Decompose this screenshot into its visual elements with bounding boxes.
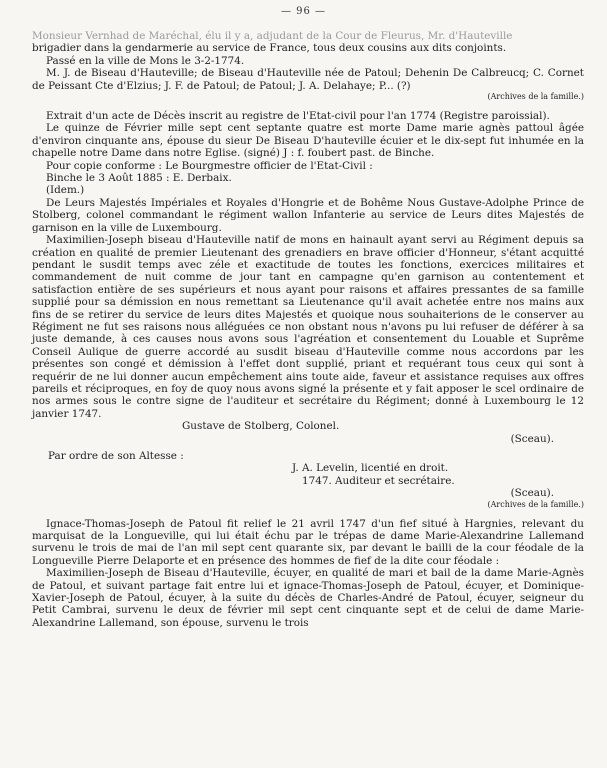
paragraph-signatures: M. J. de Biseau d'Hauteville; de Biseau d'Hauteville née de Patoul; Dehenin De Calbreucq; C. Cornet de Peissant Cte d'Elzius; J. F. de Patoul; de Patoul; J. A. Delahaye; P... (?) — [32, 67, 584, 92]
page-body — [32, 30, 584, 629]
paragraph-binche: Binche le 3 Août 1885 : E. Derbaix. — [46, 172, 232, 185]
signature-auditeur: 1747. Auditeur et secrétaire. — [302, 474, 455, 487]
signature-levelin: J. A. Levelin, licentié en droit. — [292, 462, 449, 475]
paragraph-brigadier: brigadier dans la gendarmerie au service de France, tous deux cousins aux dits conjoints. — [32, 42, 507, 55]
paragraph-majestes: De Leurs Majestés Impériales et Royales d'Hongrie et de Bohême Nous Gustave-Adolphe Prince de Stolberg, colonel commandant le régiment wallon Infanterie au service de Leurs dites Majestés de garnison en la ville de Luxembourg. — [32, 196, 584, 234]
paragraph-idem: (Idem.) — [46, 184, 85, 197]
faded-line: Monsieur Vernhad de Maréchal, élu il y a, adjudant de la Cour de Fleurus, Mr. d'Hauteville — [32, 30, 513, 42]
paragraph-ignace: Ignace-Thomas-Joseph de Patoul fit relief le 21 avril 1747 d'un fief situé à Hargnies, relevant du marquisat de la Longueville, qui lui était échu par le trépas de dame Marie-Alexandrine Lallemand survenu le trois de mai de l'an mil sept cent quarante six, par devant le bailli de la cour féodale de la Longueville Pierre Delaporte et en présence des hommes de fief de la dite cour féodale : — [32, 517, 584, 567]
paragraph-maximilien-2: Maximilien-Joseph de Biseau d'Hauteville, écuyer, en qualité de mari et bail de la dame Marie-Agnès de Patoul, et suivant partage fait entre lui et ignace-Thomas-Joseph de Patoul, écuyer, et Dominique-Xavier-Joseph de Patoul, écuyer, à la suite du décès de Charles-André de Patoul, écuyer, seigneur du Petit Cambrai, survenu le deux de février mil sept cent cinquante sept et de celui de dame Marie-Alexandrine Lallemand, son épouse, survenu le trois — [32, 567, 584, 629]
seal-note: (Sceau). — [510, 432, 554, 445]
seal-note: (Sceau). — [510, 487, 554, 500]
paragraph-passe: Passé en la ville de Mons le 3-2-1774. — [46, 54, 245, 67]
signature-gustave: Gustave de Stolberg, Colonel. — [182, 420, 340, 433]
paragraph-maximilien: Maximilien-Joseph biseau d'Hauteville natif de mons en hainault ayant servi au Régiment depuis sa création en qualité de premier Lieutenant des grenadiers en brave officier d'Honneur, s'étant acquitté pendant le susdit temps avec zéle et exactitude de toutes les fonctions, exercices militaires et commandement de nuit comme de jour tant en campagne qu'en garnison au contentement et satisfaction entière de ses supérieurs et nous ayant pour raisons et affaires pressantes de sa famille supplié pour sa démission en nous remettant sa Lieutenance qu'il avait achetée entre nos mains aux fins de se retirer du service de leurs dites Majestés et quoique nous souhaiterions de le conserver au Régiment ne fut ses raisons nous alléguées ce non obstant nous n'avons pu lui refuser de déférer à sa juste demande, à ces causes nous avons sous l'agréation et consentement du Louable et Suprême Conseil Aulique de guerre accordé au susdit biseau d'Hauteville comme nous accordons par les présentes son congé et démission à l'effet dont supplié, priant et requérant tous ceux qui sont à requérir de ne lui donner aucun empêchement ains toute aide, faveur et assistance requises aux offres pareils et réciproques, en foy de quoy nous avons signé la présente et y fait apposer le scel ordinaire de nos armes sous le contre signe de l'auditeur et secrétaire du Régiment; donné à Luxembourg le 12 janvier 1747. — [32, 234, 584, 420]
paragraph-ordre: Par ordre de son Altesse : — [48, 450, 184, 462]
archives-note: (Archives de la famille.) — [487, 92, 584, 102]
archives-note: (Archives de la famille.) — [487, 499, 584, 509]
paragraph-copie: Pour copie conforme : Le Bourgmestre officier de l'Etat-Civil : — [46, 159, 373, 172]
page-number: — 96 — — [280, 6, 327, 17]
paragraph-quinze: Le quinze de Février mille sept cent septante quatre est morte Dame marie agnès pattoul âgée d'environ cinquante ans, épouse du sieur De Biseau D'hauteville écuier et le dix-sept fut inhumée en la chapelle notre Dame dans notre Eglise. (signé) J : f. foubert past. de Binche. — [32, 122, 584, 160]
paragraph-extrait: Extrait d'un acte de Décès inscrit au registre de l'Etat-civil pour l'an 1774 (Registre paroissial). — [46, 110, 550, 123]
